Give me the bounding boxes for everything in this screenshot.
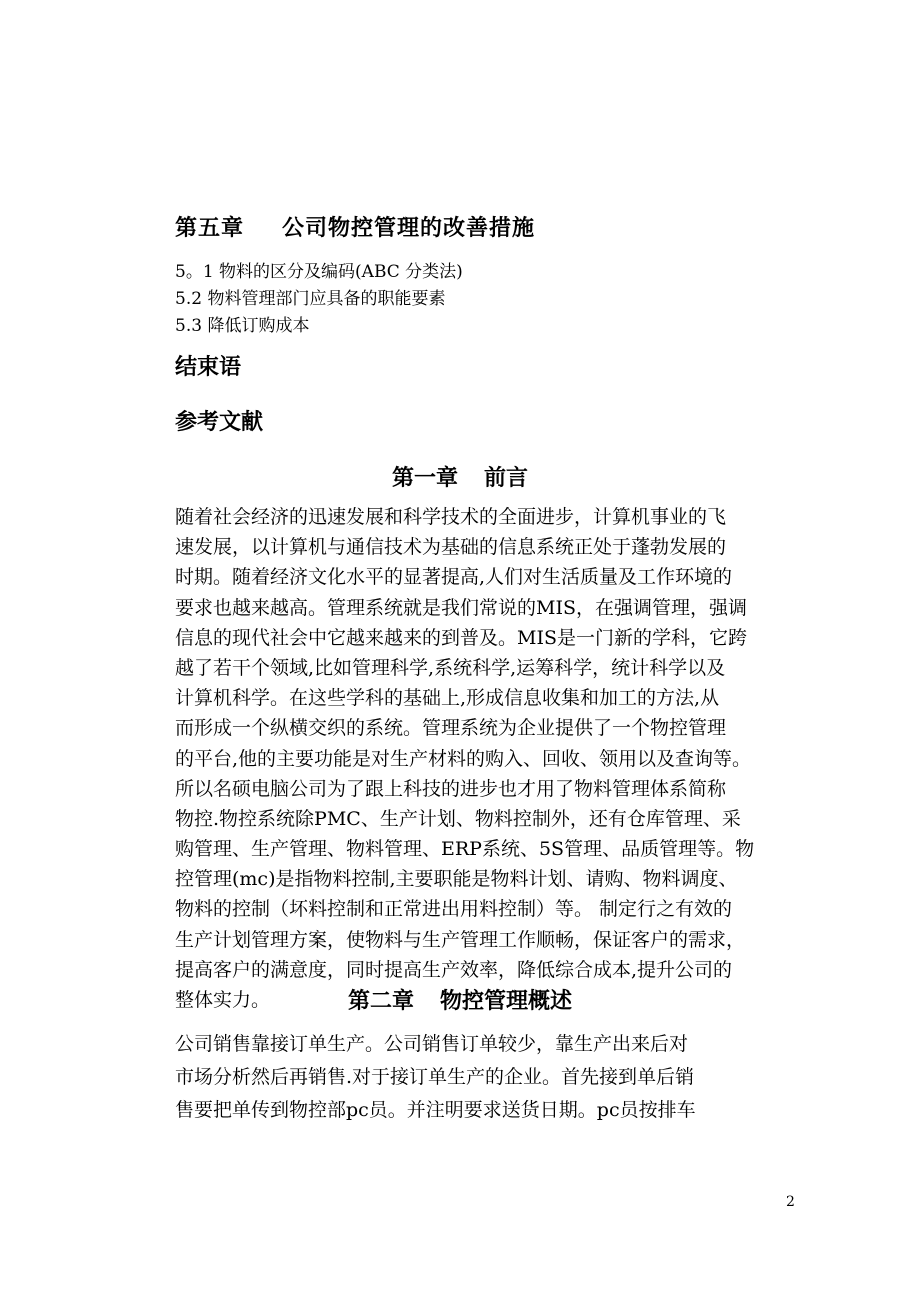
section-item: 5.2 物料管理部门应具备的职能要素 — [175, 289, 446, 309]
paragraph-line: 时期。随着经济文化水平的显著提高,人们对生活质量及工作环境的 — [175, 566, 733, 589]
paragraph-line: 购管理、生产管理、物料管理、ERP系统、5S管理、品质管理等。物 — [175, 838, 755, 861]
paragraph-line: 售要把单传到物控部pc员。并注明要求送货日期。pc员按排车 — [175, 1099, 696, 1121]
chapter1-body — [175, 502, 800, 1015]
references-heading: 参考文献 — [175, 410, 264, 435]
paragraph-line: 物控.物控系统除PMC、生产计划、物料控制外，还有仓库管理、采 — [175, 807, 741, 830]
chapter5-number: 第五章 — [175, 216, 245, 241]
chapter1-heading — [0, 461, 920, 492]
chapter2-number: 第二章 — [347, 989, 414, 1014]
chapter2-body — [175, 1028, 800, 1127]
paragraph-line: 整体实力。 — [175, 989, 271, 1011]
paragraph-line: 信息的现代社会中它越来越来的到普及。MIS是一门新的学科，它跨 — [175, 626, 747, 649]
chapter5-heading — [175, 211, 535, 242]
chapter1-title: 前言 — [484, 466, 529, 491]
section-item: 5.3 降低订购成本 — [175, 316, 310, 336]
chapter2-heading — [0, 984, 920, 1015]
paragraph-line: 随着社会经济的迅速发展和科学技术的全面进步，计算机事业的飞 — [175, 506, 727, 528]
paragraph-line: 公司销售靠接订单生产。公司销售订单较少，靠生产出来后对 — [175, 1033, 689, 1055]
paragraph-line: 生产计划管理方案，使物料与生产管理工作顺畅，保证客户的需求， — [175, 928, 746, 951]
chapter2-title: 物控管理概述 — [440, 989, 573, 1014]
chapter5-title: 公司物控管理的改善措施 — [282, 216, 536, 241]
paragraph-line: 要求也越来越高。管理系统就是我们常说的MIS，在强调管理，强调 — [175, 596, 747, 619]
paragraph-line: 计算机科学。在这些学科的基础上,形成信息收集和加工的方法,从 — [175, 687, 720, 710]
paragraph-line: 控管理(mc)是指物料控制,主要职能是物料计划、请购、物料调度、 — [175, 868, 738, 891]
paragraph-line: 物料的控制（坏料控制和正常进出用料控制）等。 制定行之有效的 — [175, 898, 733, 921]
section-item: 5。1 物料的区分及编码(ABC 分类法) — [175, 262, 463, 282]
paragraph-line: 越了若干个领域,比如管理科学,系统科学,运筹科学，统计科学以及 — [175, 656, 726, 679]
paragraph-line: 速发展，以计算机与通信技术为基础的信息系统正处于蓬勃发展的 — [175, 536, 727, 559]
conclusion-heading: 结束语 — [175, 355, 242, 380]
paragraph-line: 而形成一个纵横交织的系统。管理系统为企业提供了一个物控管理 — [175, 717, 727, 740]
page-number: 2 — [786, 1194, 795, 1210]
paragraph-line: 提高客户的满意度，同时提高生产效率，降低综合成本,提升公司的 — [175, 958, 733, 981]
paragraph-line: 所以名硕电脑公司为了跟上科技的进步也才用了物料管理体系简称 — [175, 777, 727, 800]
paragraph-line: 市场分析然后再销售.对于接订单生产的企业。首先接到单后销 — [175, 1066, 695, 1088]
chapter5-section-list — [175, 259, 463, 340]
paragraph-line: 的平台,他的主要功能是对生产材料的购入、回收、领用以及查询等。 — [175, 747, 752, 770]
chapter1-number: 第一章 — [391, 466, 458, 491]
